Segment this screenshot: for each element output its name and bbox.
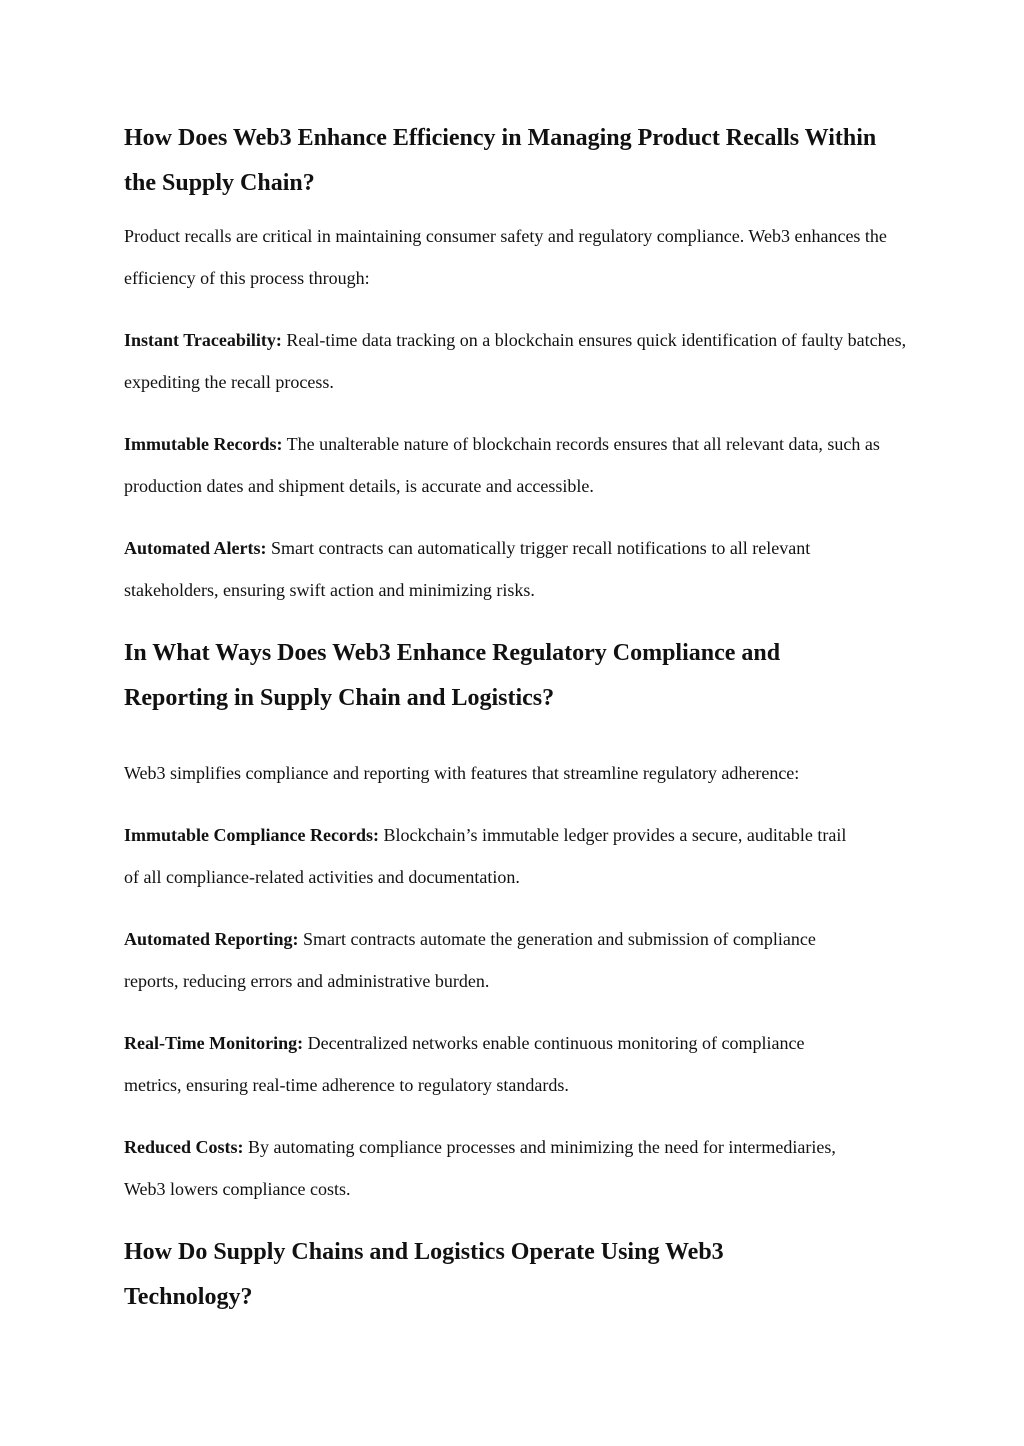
item-term: Instant Traceability: bbox=[124, 330, 282, 350]
item-term: Reduced Costs: bbox=[124, 1137, 244, 1157]
section-1-intro: Product recalls are critical in maintaining consumer safety and regulatory compliance. Web3 enhances the efficiency of this process through: bbox=[124, 226, 887, 288]
compliance-item-automated-reporting bbox=[124, 918, 864, 1002]
section-2-intro: Web3 simplifies compliance and reporting with features that streamline regulatory adherence: bbox=[124, 763, 800, 783]
item-term: Automated Reporting: bbox=[124, 929, 299, 949]
item-text: The unalterable nature of blockchain records ensures that all relevant data, such as production dates and shipment details, is accurate and accessible. bbox=[124, 434, 880, 496]
item-text: Real-time data tracking on a blockchain ensures quick identification of faulty batches, expediting the recall process. bbox=[124, 330, 907, 392]
compliance-item-reduced-costs bbox=[124, 1126, 864, 1210]
item-term: Real-Time Monitoring: bbox=[124, 1033, 304, 1053]
item-term: Immutable Compliance Records: bbox=[124, 825, 379, 845]
item-text: Smart contracts can automatically trigger recall notifications to all relevant stakeholders, ensuring swift action and minimizing risks. bbox=[124, 538, 811, 600]
item-term: Automated Alerts: bbox=[124, 538, 267, 558]
compliance-item-immutable-records bbox=[124, 814, 864, 898]
item-text: Decentralized networks enable continuous monitoring of compliance metrics, ensuring real-time adherence to regulatory standards. bbox=[124, 1033, 805, 1095]
section-3-heading: How Do Supply Chains and Logistics Operate Using Web3 Technology? bbox=[124, 1239, 724, 1310]
item-term: Immutable Records: bbox=[124, 434, 283, 454]
recall-item-automated-alerts bbox=[124, 527, 864, 611]
document-page bbox=[124, 116, 914, 1320]
section-1-heading: How Does Web3 Enhance Efficiency in Managing Product Recalls Within the Supply Chain? bbox=[124, 125, 877, 196]
recall-item-instant-traceability bbox=[124, 319, 914, 403]
item-text: Blockchain’s immutable ledger provides a secure, auditable trail of all compliance-related activities and documentation. bbox=[124, 825, 847, 887]
item-text: By automating compliance processes and minimizing the need for intermediaries, Web3 lowers compliance costs. bbox=[124, 1137, 836, 1199]
recall-item-immutable-records bbox=[124, 423, 914, 507]
item-text: Smart contracts automate the generation and submission of compliance reports, reducing errors and administrative burden. bbox=[124, 929, 816, 991]
compliance-item-real-time-monitoring bbox=[124, 1022, 864, 1106]
section-2-heading: In What Ways Does Web3 Enhance Regulatory Compliance and Reporting in Supply Chain and Logistics? bbox=[124, 640, 781, 711]
